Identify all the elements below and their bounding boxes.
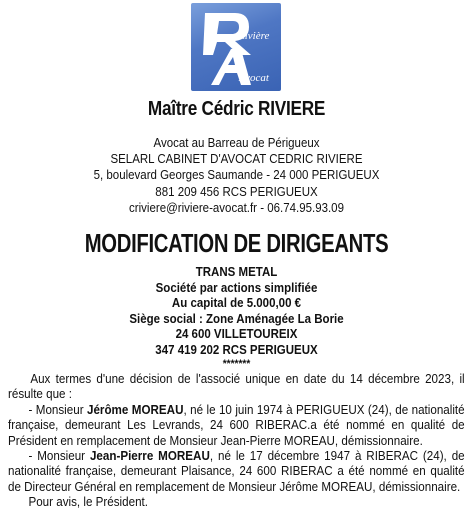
company-details	[0, 265, 473, 369]
company-form: Société par actions simplifiée	[155, 280, 318, 295]
firm-address: 5, boulevard Georges Saumande - 24 000 PERIGUEUX	[93, 168, 380, 183]
item2-text: , né le 17 décembre 1947 à RIBERAC (24), de nationalité française, demeurant Plaisance, 24 600 RIBERAC a été nommé en qualité de Directeur Général en remplacement de Monsieur Jérôme MOREAU, démissionnaire.	[8, 449, 465, 494]
lawyer-name: Maître Cédric RIVIERE	[147, 98, 326, 120]
firm-bar: Avocat au Barreau de Périgueux	[153, 136, 320, 150]
company-name: TRANS METAL	[195, 265, 278, 279]
item1-prefix: - Monsieur	[28, 402, 88, 417]
firm-company: SELARL CABINET D'AVOCAT CEDRIC RIVIERE	[110, 152, 363, 167]
item2-prefix: - Monsieur	[28, 449, 90, 464]
appointment-president	[8, 403, 465, 449]
logo-text-line2: Avocat	[239, 72, 269, 84]
item2-name: Jean-Pierre MOREAU	[89, 449, 210, 464]
logo-text-line1: Rivière	[238, 30, 270, 42]
body-wrapper	[8, 372, 465, 511]
company-city: 24 600 VILLETOUREIX	[175, 327, 298, 342]
firm-rcs: 881 209 456 RCS PERIGUEUX	[155, 184, 318, 199]
separator-stars: *******	[222, 357, 251, 370]
firm-contact: criviere@riviere-avocat.fr - 06.74.95.93.09	[129, 200, 344, 215]
logo-graphic	[191, 3, 281, 91]
item1-text: , né le 10 juin 1974 à PERIGUEUX (24), de nationalité française, demeurant Les Levrands, 24 600 RIBERAC.a été nommé en qualité de Président en remplacement de Monsieur Jean-Pierre MOREAU, démissionnaire.	[8, 402, 465, 448]
notice-title: MODIFICATION DE DIRIGEANTS	[84, 228, 389, 258]
appointment-director	[8, 449, 465, 495]
intro-paragraph: Aux termes d'une décision de l'associé unique en date du 14 décembre 2023, il résulte que :	[8, 372, 465, 402]
notice-body	[8, 372, 465, 511]
item1-name: Jérôme MOREAU	[87, 402, 184, 417]
company-seat: Siège social : Zone Aménagée La Borie	[129, 311, 344, 326]
firm-details	[0, 135, 473, 216]
firm-logo	[191, 3, 281, 91]
closing-line: Pour avis, le Président.	[28, 495, 149, 510]
company-rcs: 347 419 202 RCS PERIGUEUX	[155, 342, 318, 357]
company-capital: Au capital de 5.000,00 €	[171, 296, 302, 311]
